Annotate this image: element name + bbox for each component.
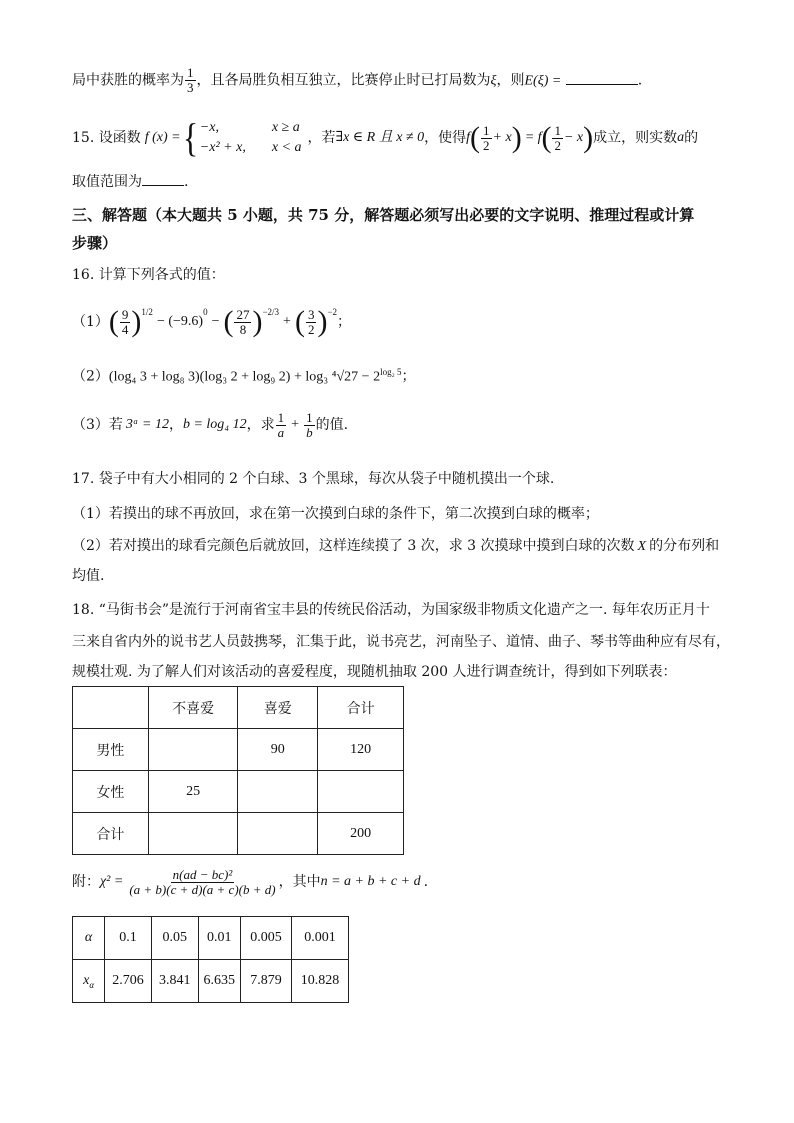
- q15-end: .: [184, 174, 189, 190]
- q16-p1-end: ；: [337, 314, 352, 330]
- q16-p1-exp3: −2/3: [262, 307, 280, 317]
- q15-line2: [72, 172, 188, 192]
- alpha-cell: 0.1: [105, 917, 152, 960]
- formula-text: ，其中: [278, 874, 321, 890]
- chi-square-formula: [72, 862, 428, 902]
- q18-line1: 18. “马街书会”是流行于河南省宝丰县的传统民俗活动，为国家级非物质文化遗产之一. 每年农历正月十: [72, 602, 710, 618]
- q16-p3-label: （3）若: [72, 417, 123, 433]
- q16-p3-b: b = log₄ 12: [182, 417, 247, 432]
- chi-fraction: [127, 868, 277, 897]
- table-header-cell: 不喜爱: [148, 687, 238, 729]
- q15-half-right-den: 2: [554, 137, 561, 153]
- q15-function-name: f (x) =: [144, 130, 181, 145]
- q14-end: .: [637, 72, 643, 89]
- table-cell: 200: [318, 813, 404, 855]
- q15-text-a: ，若: [307, 130, 336, 146]
- table-cell: [238, 813, 318, 855]
- table-header-cell: [73, 687, 149, 729]
- q15-case1-cond: x ≥ a: [271, 120, 300, 135]
- chi-fraction-num: n(ad − bc)²: [172, 866, 233, 882]
- q16-p1-frac1-den: 4: [121, 321, 129, 337]
- q15-half-right-num: 1: [554, 122, 561, 138]
- q14-text-c: ，则: [496, 72, 525, 89]
- q14-answer-blank[interactable]: [566, 72, 638, 85]
- q15-half-left-den: 2: [483, 137, 490, 153]
- q16-p1-mid: − (−9.6): [156, 314, 204, 329]
- q15-left-paren-open: (: [470, 121, 481, 154]
- q16-p3-text: ，求: [246, 417, 275, 433]
- q16-part3: （3）若 3ᵃ = 12 ， b = log₄ 12 ，求 $\frac{1}{a}$ + $\frac{1}{b}$ 的值.: [72, 409, 349, 440]
- table-row: [73, 729, 404, 771]
- q16-p1-paren3-close: ): [317, 305, 328, 338]
- alpha-cell: 0.01: [198, 917, 241, 960]
- x-cell: 3.841: [151, 960, 198, 1003]
- q16-p1-exp1: 1/2: [141, 307, 153, 317]
- q16-p2-exp: log₂ 5: [380, 367, 402, 377]
- q16-p1-frac3-den: 2: [307, 321, 315, 337]
- q15-plus-x: + x: [492, 130, 512, 145]
- q16-stem: 16. 计算下列各式的值：: [72, 267, 225, 283]
- alpha-label-cell: α: [73, 917, 105, 960]
- q16-p1-paren2-close: ): [252, 305, 263, 338]
- contingency-header-row: [73, 687, 404, 729]
- q16-p1-frac2-num: 27: [236, 306, 250, 322]
- q16-p1-frac1: [120, 308, 131, 337]
- q16-p1-label: （1）: [72, 314, 109, 330]
- q15-text-c: 成立，则实数: [593, 130, 678, 146]
- x-label-cell: [73, 960, 105, 1003]
- q17-p2-X: X: [637, 539, 647, 554]
- q18-line3: 规模壮观. 为了解人们对该活动的喜爱程度，现随机抽取 200 人进行调查统计，得到如下列联表：: [72, 664, 677, 680]
- x-label-sub: α: [89, 979, 95, 990]
- q15-right-paren-open: (: [541, 121, 552, 154]
- section3-heading-line2: 步骤）: [72, 234, 118, 252]
- section3-heading-line1: 三、解答题（本大题共 5 小题，共 75 分，解答题必须写出必要的文字说明、推理过程或计算: [72, 206, 695, 224]
- q16-p1-frac3-num: 3: [307, 306, 315, 322]
- q16-part1: [72, 300, 351, 344]
- q15-case2-expr: −x² + x,: [199, 140, 246, 155]
- critical-value-table: [72, 916, 349, 1003]
- n-definition: n = a + b + c + d: [320, 874, 421, 889]
- alpha-row: [73, 917, 349, 960]
- q14-frac-den: 3: [187, 80, 194, 95]
- q15-half-left: [481, 124, 492, 153]
- q15-right-paren-close: ): [583, 121, 594, 154]
- x-cell: 7.879: [241, 960, 292, 1003]
- q17-stem: 17. 袋子中有大小相同的 2 个白球、3 个黑球，每次从袋子中随机摸出一个球.: [72, 471, 555, 487]
- table-cell: [148, 729, 238, 771]
- q16-p3-frac-b: $\frac{1}{b}$: [306, 409, 313, 440]
- q16-p1-paren1-close: ): [131, 305, 142, 338]
- q17-part2: [72, 536, 719, 557]
- x-cell: 2.706: [105, 960, 152, 1003]
- q15-case1-expr: −x,: [199, 120, 219, 135]
- q16-p3-frac-a: $\frac{1}{a}$: [277, 409, 285, 440]
- q16-p2-expr: (log₄ 3 + log₈ 3)(log₃ 2 + log₉ 2) + log₃ ⁴√27 − 2: [108, 369, 381, 385]
- q15-a: a: [677, 130, 685, 145]
- q15-f-right: f: [537, 130, 542, 145]
- table-cell: [238, 771, 318, 813]
- q16-p1-paren3-open: (: [294, 305, 305, 338]
- chi-fraction-den: (a + b)(c + d)(a + c)(b + d): [129, 881, 276, 897]
- q15-text-b: ，使得: [424, 130, 467, 146]
- q14-xi: ξ: [490, 73, 497, 89]
- q17-p2-text-b: 的分布列和: [649, 538, 720, 554]
- q16-p1-exp2: 0: [203, 307, 208, 317]
- q15-line: [72, 115, 699, 160]
- q15-f-left: f: [466, 130, 471, 145]
- q15-half-left-num: 1: [483, 122, 490, 138]
- table-cell: 120: [318, 729, 404, 771]
- table-cell: 25: [148, 771, 238, 813]
- contingency-table: [72, 686, 404, 855]
- q15-brace: {: [182, 115, 198, 160]
- table-row: [73, 771, 404, 813]
- q14-tail-line: [72, 66, 642, 95]
- q16-p1-exp4: −2: [327, 307, 338, 317]
- q16-p3-end: 的值.: [315, 417, 349, 433]
- q16-p1-paren2-open: (: [223, 305, 234, 338]
- q18-line2: 三来自省内外的说书艺人员鼓携琴，汇集于此，说书亮艺，河南坠子、道情、曲子、琴书等曲种应有尽有，: [72, 634, 730, 650]
- q16-p1-minus: −: [211, 314, 220, 329]
- q16-p1-frac2-den: 8: [239, 321, 247, 337]
- table-header-cell: 喜爱: [238, 687, 318, 729]
- q16-p3-sep: ，: [168, 417, 183, 433]
- q17-part1: （1）若摸出的球不再放回，求在第一次摸到白球的条件下，第二次摸到白球的概率；: [72, 506, 599, 522]
- table-row: [73, 813, 404, 855]
- q15-condition: ∃x ∈ R 且 x ≠ 0: [335, 130, 425, 145]
- q14-frac-num: 1: [187, 65, 194, 80]
- q15-equals: =: [525, 130, 534, 145]
- q15-minus-x: − x: [563, 130, 584, 145]
- table-header-cell: 合计: [318, 687, 404, 729]
- alpha-cell: 0.05: [151, 917, 198, 960]
- q15-number: 15. 设函数: [72, 130, 141, 146]
- q15-piecewise-cases: [200, 118, 302, 158]
- table-cell: 男性: [73, 729, 149, 771]
- q15-half-right: [552, 124, 563, 153]
- q16-p1-plus: +: [283, 314, 291, 329]
- q15-answer-blank[interactable]: [142, 173, 184, 186]
- q16-p3-a: 3ᵃ = 12: [125, 417, 169, 432]
- q15-range-text: 取值范围为: [72, 174, 142, 190]
- q14-expectation: E(ξ) =: [524, 73, 562, 89]
- q16-p2-label: （2）: [72, 368, 109, 385]
- q14-text-a: 局中获胜的概率为: [72, 72, 184, 89]
- q16-p1-paren1-open: (: [108, 305, 119, 338]
- q16-part2: [72, 362, 415, 388]
- x-label: x: [83, 972, 90, 988]
- table-cell: 90: [238, 729, 318, 771]
- table-cell: [148, 813, 238, 855]
- q17-part2-line2: 均值.: [72, 568, 105, 584]
- x-row: [73, 960, 349, 1003]
- table-cell: [318, 771, 404, 813]
- alpha-cell: 0.005: [241, 917, 292, 960]
- q16-p1-frac3: [306, 308, 317, 337]
- table-cell: 合计: [73, 813, 149, 855]
- q15-left-paren-close: ): [511, 121, 522, 154]
- q14-text-b: ，且各局胜负相互独立，比赛停止时已打局数为: [196, 72, 491, 89]
- q15-text-d: 的: [684, 130, 699, 146]
- alpha-cell: 0.001: [291, 917, 348, 960]
- q16-p1-frac2: [234, 308, 251, 337]
- table-cell: 女性: [73, 771, 149, 813]
- formula-label: 附：: [72, 874, 100, 890]
- chi-symbol: χ² =: [100, 874, 124, 889]
- q16-p1-frac1-num: 9: [121, 306, 129, 322]
- x-cell: 10.828: [291, 960, 348, 1003]
- q17-p2-text-a: （2）若对摸出的球看完颜色后就放回，这样连续摸了 3 次，求 3 次摸球中摸到白球的次数: [72, 538, 635, 554]
- formula-end: .: [423, 874, 429, 890]
- x-cell: 6.635: [198, 960, 241, 1003]
- q15-case2-cond: x < a: [271, 140, 302, 155]
- q14-prob-fraction: [185, 66, 196, 95]
- q16-p2-end: ；: [401, 368, 416, 385]
